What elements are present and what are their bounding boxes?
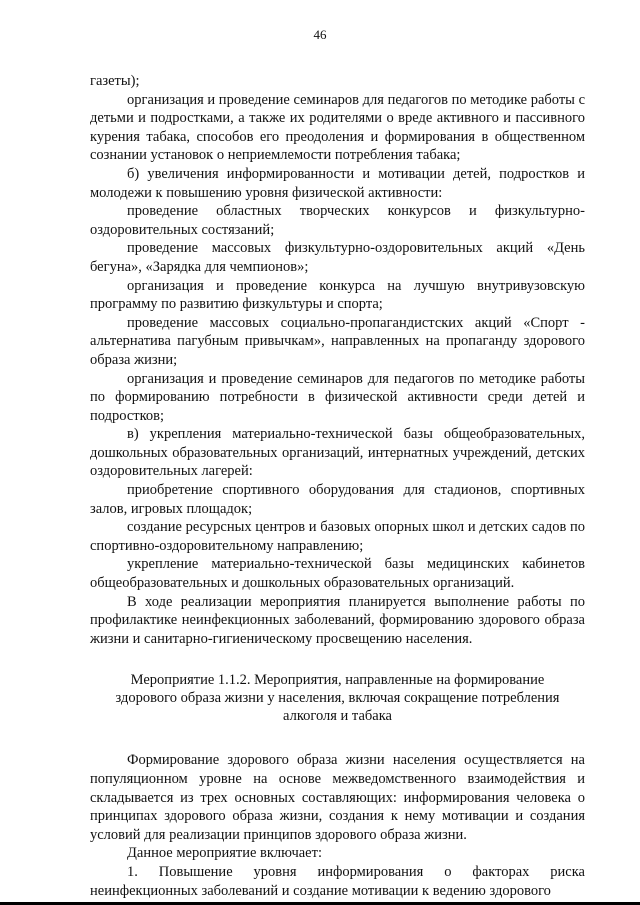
paragraph: приобретение спортивного оборудования для стадионов, спортивных залов, игровых площадок; bbox=[90, 482, 585, 517]
paragraph: Данное мероприятие включает: bbox=[127, 845, 322, 862]
paragraph: организация и проведение конкурса на лучшую внутривузовскую программу по развитию физкультуры и спорта; bbox=[90, 277, 585, 313]
paragraph: организация и проведение семинаров для педагогов по методике работы по формированию потребности в физической активности среди детей и подростков; bbox=[90, 370, 585, 424]
paragraph: газеты); bbox=[90, 73, 140, 89]
section-heading: Мероприятие 1.1.2. Мероприятия, направленные на формирование здорового образа жизни у населения, включая сокращение потребления алкоголя и табака bbox=[115, 672, 560, 725]
paragraph: укрепление материально-технической базы медицинских кабинетов общеобразовательных и дошкольных образовательных организаций. bbox=[90, 556, 585, 592]
paragraph: б) увеличения информированности и мотивации детей, подростков и молодежи к повышению уровня физической активности: bbox=[90, 165, 585, 201]
paragraph: организация и проведение семинаров для педагогов по методике работы с детьми и подростками, а также их родителями о вреде активного и пассивного курения табака, способов его преодоления и формирования в общественном сознании установок о неприемлемости потребления табака; bbox=[90, 91, 585, 164]
paragraph: создание ресурсных центров и базовых опорных школ и детских садов по спортивно-оздоровительному направлению; bbox=[90, 519, 585, 554]
page-number: 46 bbox=[313, 27, 327, 42]
paragraph: проведение областных творческих конкурсов и физкультурно-оздоровительных состязаний; bbox=[90, 203, 585, 238]
paragraph: В ходе реализации мероприятия планируется выполнение работы по профилактике неинфекционных заболеваний, формированию здорового образа жизни и санитарно-гигиеническому просвещению населения. bbox=[90, 593, 585, 647]
text-block-top bbox=[90, 72, 585, 648]
list-item: 1. Повышение уровня информирования о факторах риска неинфекционных заболеваний и создание мотивации к ведению здорового bbox=[90, 863, 585, 899]
paragraph: проведение массовых социально-пропагандистских акций «Спорт - альтернатива пагубным привычкам», направленных на пропаганду здорового образа жизни; bbox=[90, 314, 585, 368]
paragraph: в) укрепления материально-технической базы общеобразовательных, дошкольных образовательных организаций, интернатных учреждений, детских оздоровительных лагерей: bbox=[90, 426, 585, 480]
text-block-bottom bbox=[90, 751, 585, 900]
paragraph: Формирование здорового образа жизни населения осуществляется на популяционном уровне на основе межведомственного взаимодействия и складывается из трех основных составляющих: информирования человека о принципах здорового образа жизни, создания к нему мотивации и создания условий для реализации принципов здорового образа жизни. bbox=[90, 752, 585, 843]
paragraph: проведение массовых физкультурно-оздоровительных акций «День бегуна», «Зарядка для чемпионов»; bbox=[90, 240, 585, 275]
document-body bbox=[90, 72, 585, 900]
